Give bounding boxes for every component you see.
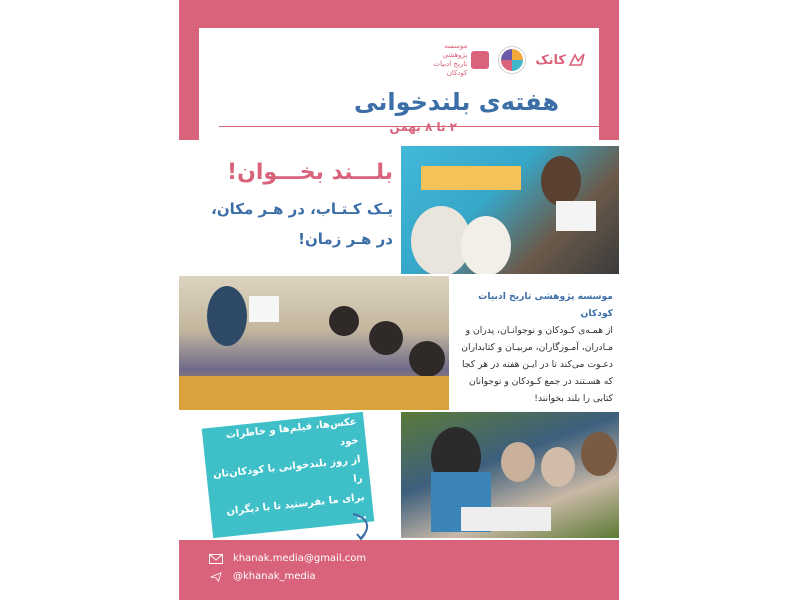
- event-date: ۲ تا ۸ بهمن: [389, 120, 457, 134]
- description-heading: موسسه پژوهشی تاریخ ادبیات کودکان: [478, 291, 613, 319]
- cta-line: برای ما بفرستید تا با دیگران به: [225, 491, 368, 523]
- telegram-contact[interactable]: [209, 571, 316, 582]
- telegram-handle[interactable]: @khanak_media: [233, 571, 316, 582]
- description: [449, 288, 613, 407]
- description-line: مـادران، آمـوزگاران، مربیـان و کتابداران: [461, 342, 613, 353]
- description-line: دعـوت می‌کند تا در ایـن هفته در هر کجا: [462, 359, 613, 370]
- envelope-icon: [209, 554, 223, 564]
- khanak-logo-text: کانک: [535, 52, 566, 68]
- photo-outdoor-reading: [401, 412, 619, 538]
- tagline-line-2: یـک کـتـاب، در هـر مکان،: [211, 200, 393, 218]
- bird-icon: [569, 53, 585, 67]
- poster: [179, 0, 619, 600]
- photo-teacher-reading: [401, 146, 619, 274]
- page-title: هفته‌ی بلندخوانی: [354, 88, 559, 116]
- cta-line: از روز بلندخوانی با کودکان‌تان را: [212, 454, 364, 485]
- description-line: کتابی را بلند بخوانند!: [534, 393, 613, 404]
- emblem-icon: [499, 47, 525, 73]
- khanak-logo: [535, 53, 585, 68]
- cta-line: عکس‌ها، فیلم‌ها و خاطرات خود: [225, 416, 360, 449]
- tagline-line-3: در هـر زمان!: [298, 230, 393, 248]
- institute-mark-icon: [471, 51, 489, 69]
- tagline-line-1: بلـــند بخـــوان!: [227, 160, 393, 185]
- description-line: که هسـتند در جمع کـودکان و نوجوانان: [469, 376, 613, 387]
- institute-logo-text: موسسه پژوهشی تاریخ ادبیات کودکان: [433, 42, 468, 77]
- paper-plane-icon: [209, 572, 223, 582]
- logo-group: [427, 42, 585, 78]
- email-contact[interactable]: [209, 553, 366, 564]
- description-line: از همـه‌ی کـودکان و نوجوانـان، پدران و: [465, 325, 613, 336]
- photo-classroom-circle: [179, 276, 449, 410]
- institute-logo: [427, 42, 489, 78]
- tagline: [179, 150, 401, 270]
- email-address[interactable]: khanak.media@gmail.com: [233, 553, 367, 564]
- footer: [179, 540, 619, 600]
- cta-text: [206, 412, 368, 523]
- curved-arrow-icon: [349, 512, 375, 542]
